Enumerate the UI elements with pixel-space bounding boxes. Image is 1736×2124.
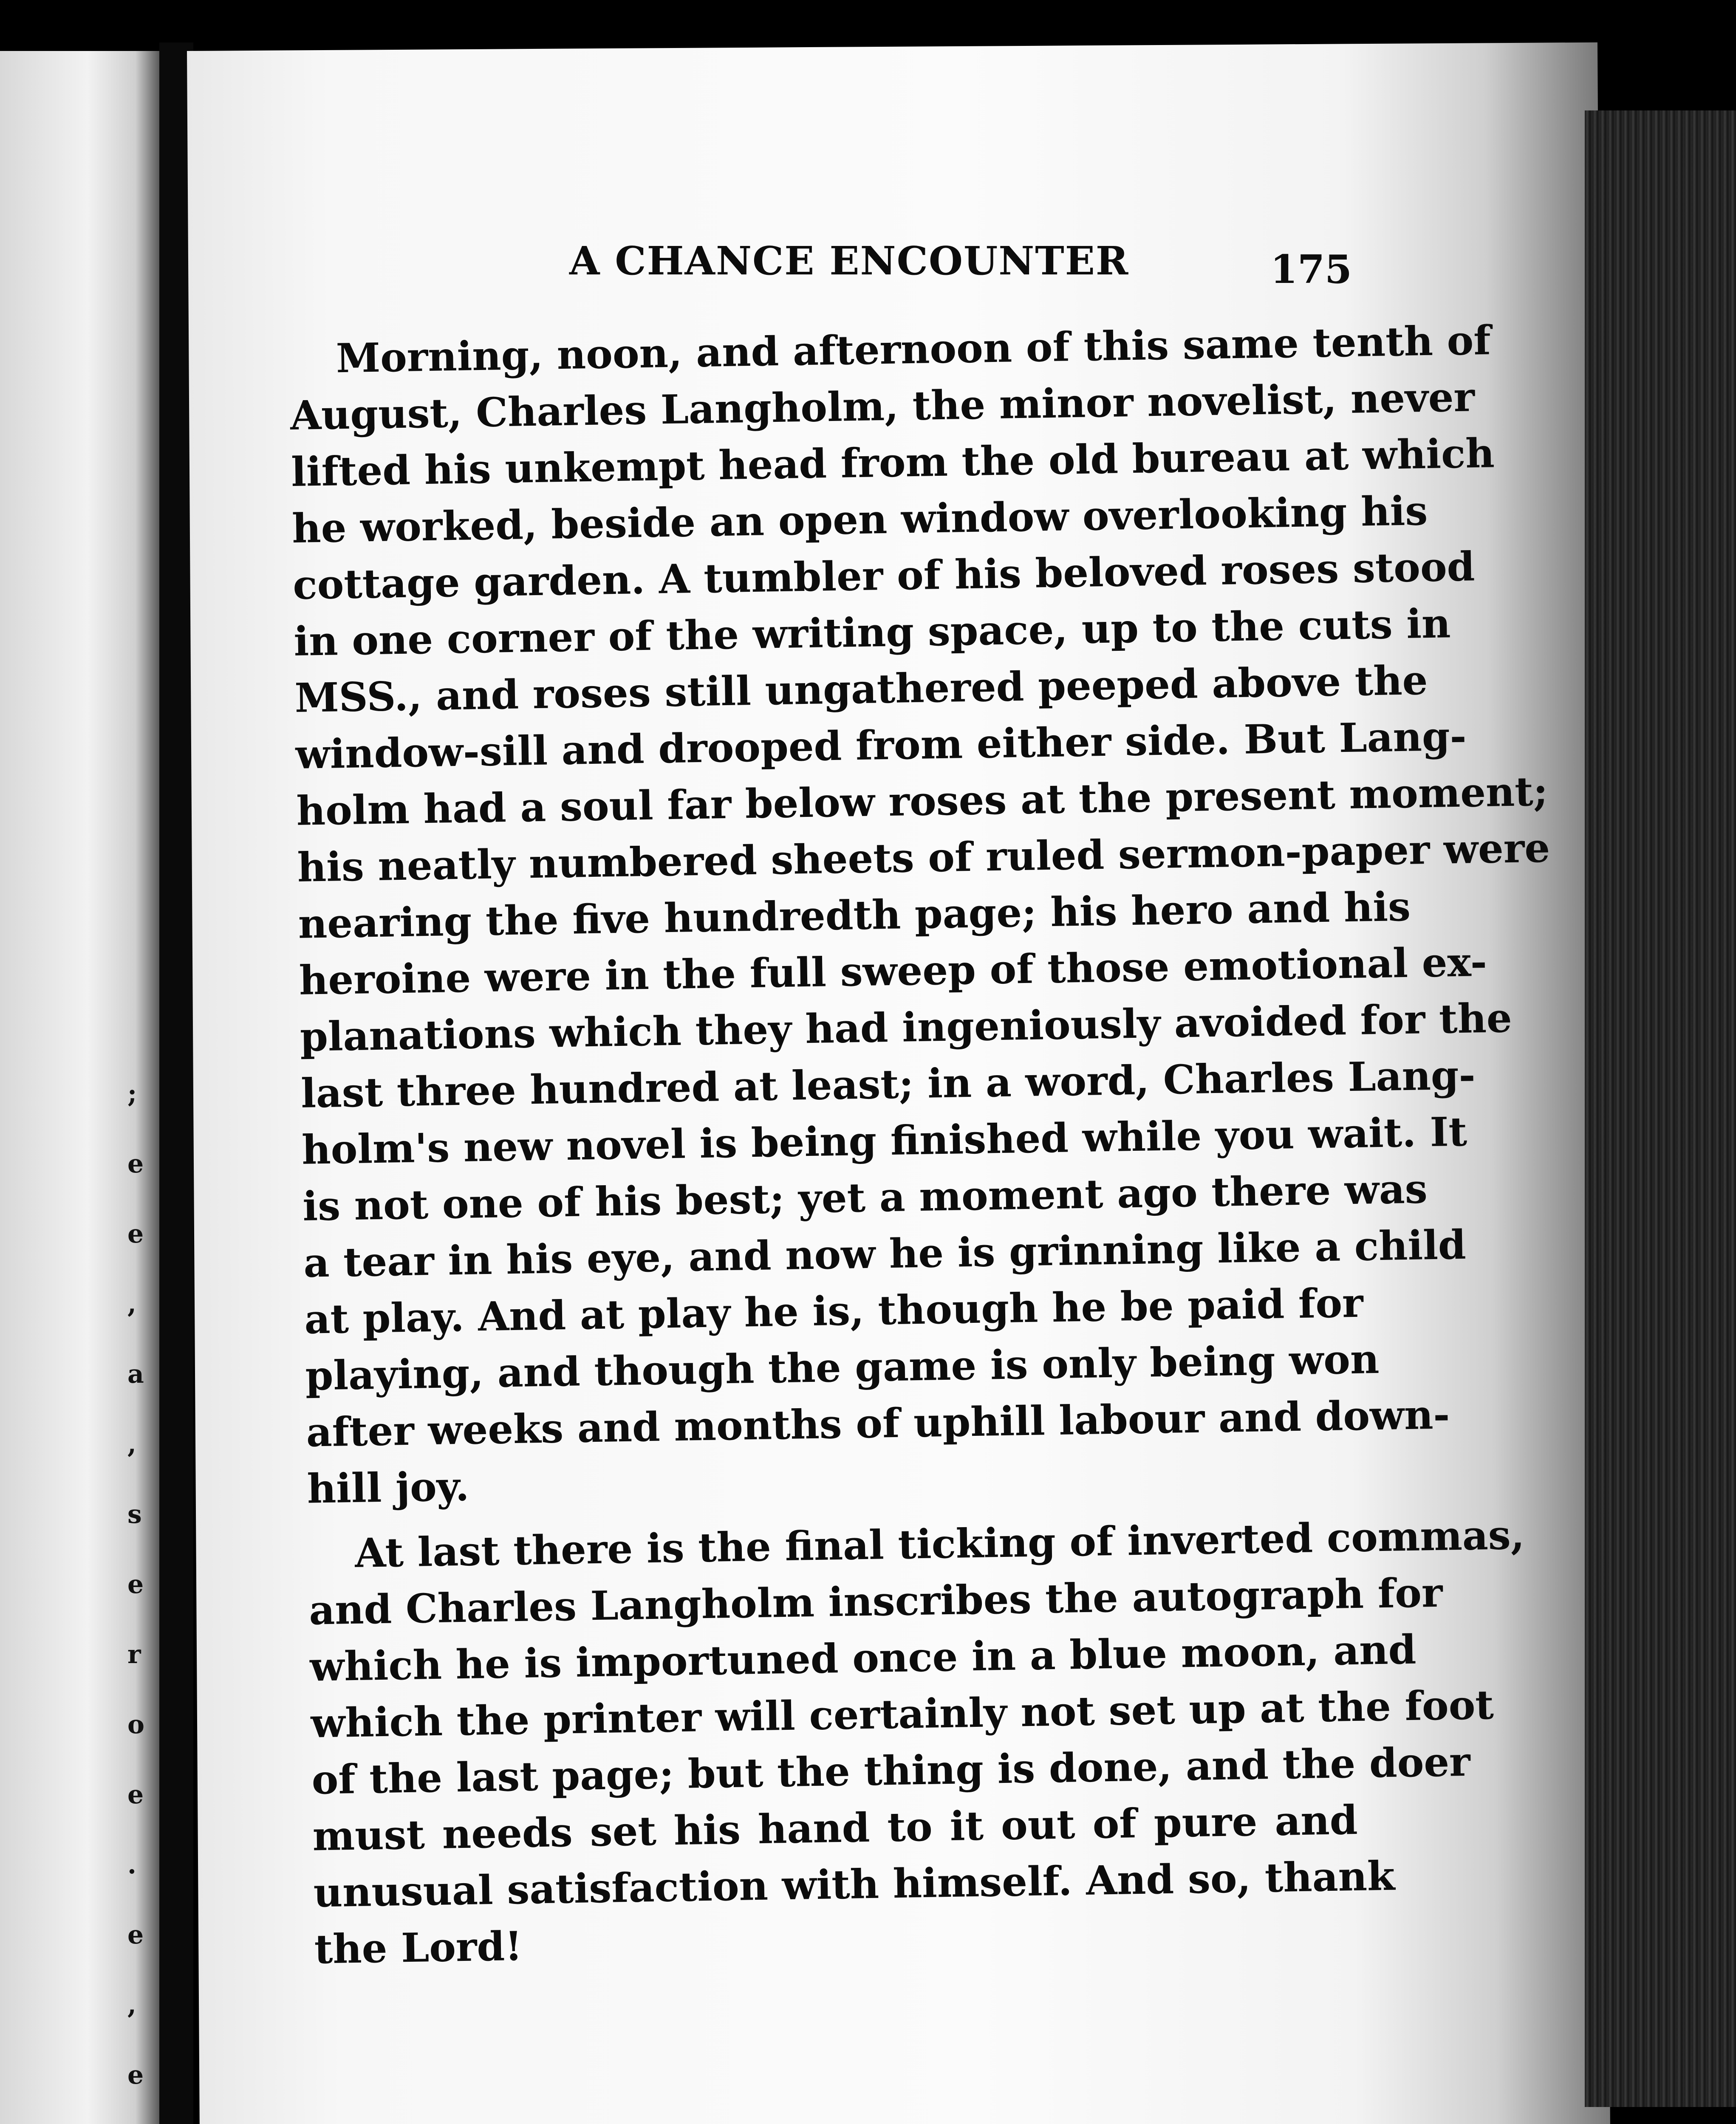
facing-page-char: e [127,2060,144,2090]
facing-page-char: ; [127,1079,137,1109]
text-line: in one corner of the writing space, up to the cuts in [293,600,1451,665]
facing-page-char: s [127,1500,142,1529]
text-line: which the printer will certainly not set up at the foot [310,1681,1494,1747]
facing-page-char: r [127,1640,141,1669]
paragraph [289,315,1550,1517]
facing-page-char: , [127,1289,136,1319]
text-line: window-sill and drooped from either side. But Lang- [295,713,1467,778]
text-line: of the last page; but the thing is done, and the doer [311,1738,1471,1804]
facing-page-char: e [127,1780,144,1810]
text-line: unusual satisfaction with himself. And so, thank [313,1853,1395,1917]
facing-page-char: , [127,1990,136,2020]
text-line: holm had a soul far below roses at the present moment; [296,768,1549,835]
text-line: At last there is the final ticking of inverted commas, [354,1511,1525,1577]
text-line: planations which they had ingeniously avoided for the [300,994,1513,1061]
text-line: he worked, beside an open window overlooking his [291,487,1428,552]
text-line: hill joy. [306,1463,470,1513]
text-line: holm's new novel is being finished while you wait. It [301,1108,1467,1174]
text-line: last three hundred at least; in a word, Charles Lang- [300,1052,1476,1117]
body-text [289,315,1550,1978]
text-line: and Charles Langholm inscribes the autograph for [308,1569,1443,1634]
text-line: the Lord! [314,1923,523,1973]
facing-page-char: o [127,1710,145,1740]
facing-page-char: , [127,1429,136,1459]
facing-page-char: . [127,1850,136,1880]
facing-page-edge [0,51,159,2124]
text-line: lifted his unkempt head from the old bureau at which [291,430,1495,496]
text-line: cottage garden. A tumbler of his beloved roses stood [292,543,1476,609]
text-line: must needs set his hand to it out of pure and [312,1796,1358,1860]
facing-page-char: e [127,1219,144,1249]
text-line: his neatly numbered sheets of ruled sermon-paper were [297,825,1550,891]
facing-page-char: a [127,1359,144,1389]
text-line: is not one of his best; yet a moment ago there was [302,1166,1428,1230]
running-title: A CHANCE ENCOUNTER [569,238,1129,284]
paragraph [308,1510,1525,1978]
text-line: after weeks and months of uphill labour and down- [305,1391,1450,1456]
facing-page-char: e [127,1149,144,1179]
text-line: which he is importuned once in a blue moon, and [309,1626,1417,1691]
facing-page-char: e [127,1570,144,1599]
facing-page-char: e [127,1920,144,1950]
text-line: MSS., and roses still ungathered peeped above the [294,657,1428,722]
text-line: a tear in his eye, and now he is grinning like a child [303,1221,1467,1287]
book-gutter [159,42,193,2124]
text-line: at play. And at play he is, though he be paid for [304,1279,1364,1343]
text-line: heroine were in the full sweep of those emotional ex- [299,938,1487,1004]
page-stack-edges [1585,110,1736,2107]
page-number: 175 [1270,246,1352,292]
text-line: playing, and though the game is only being won [305,1336,1380,1400]
text-line: nearing the five hundredth page; his hero and his [298,883,1411,948]
text-line: August, Charles Langholm, the minor novelist, never [290,374,1475,439]
text-line: Morning, noon, and afternoon of this same tenth of [336,317,1491,382]
